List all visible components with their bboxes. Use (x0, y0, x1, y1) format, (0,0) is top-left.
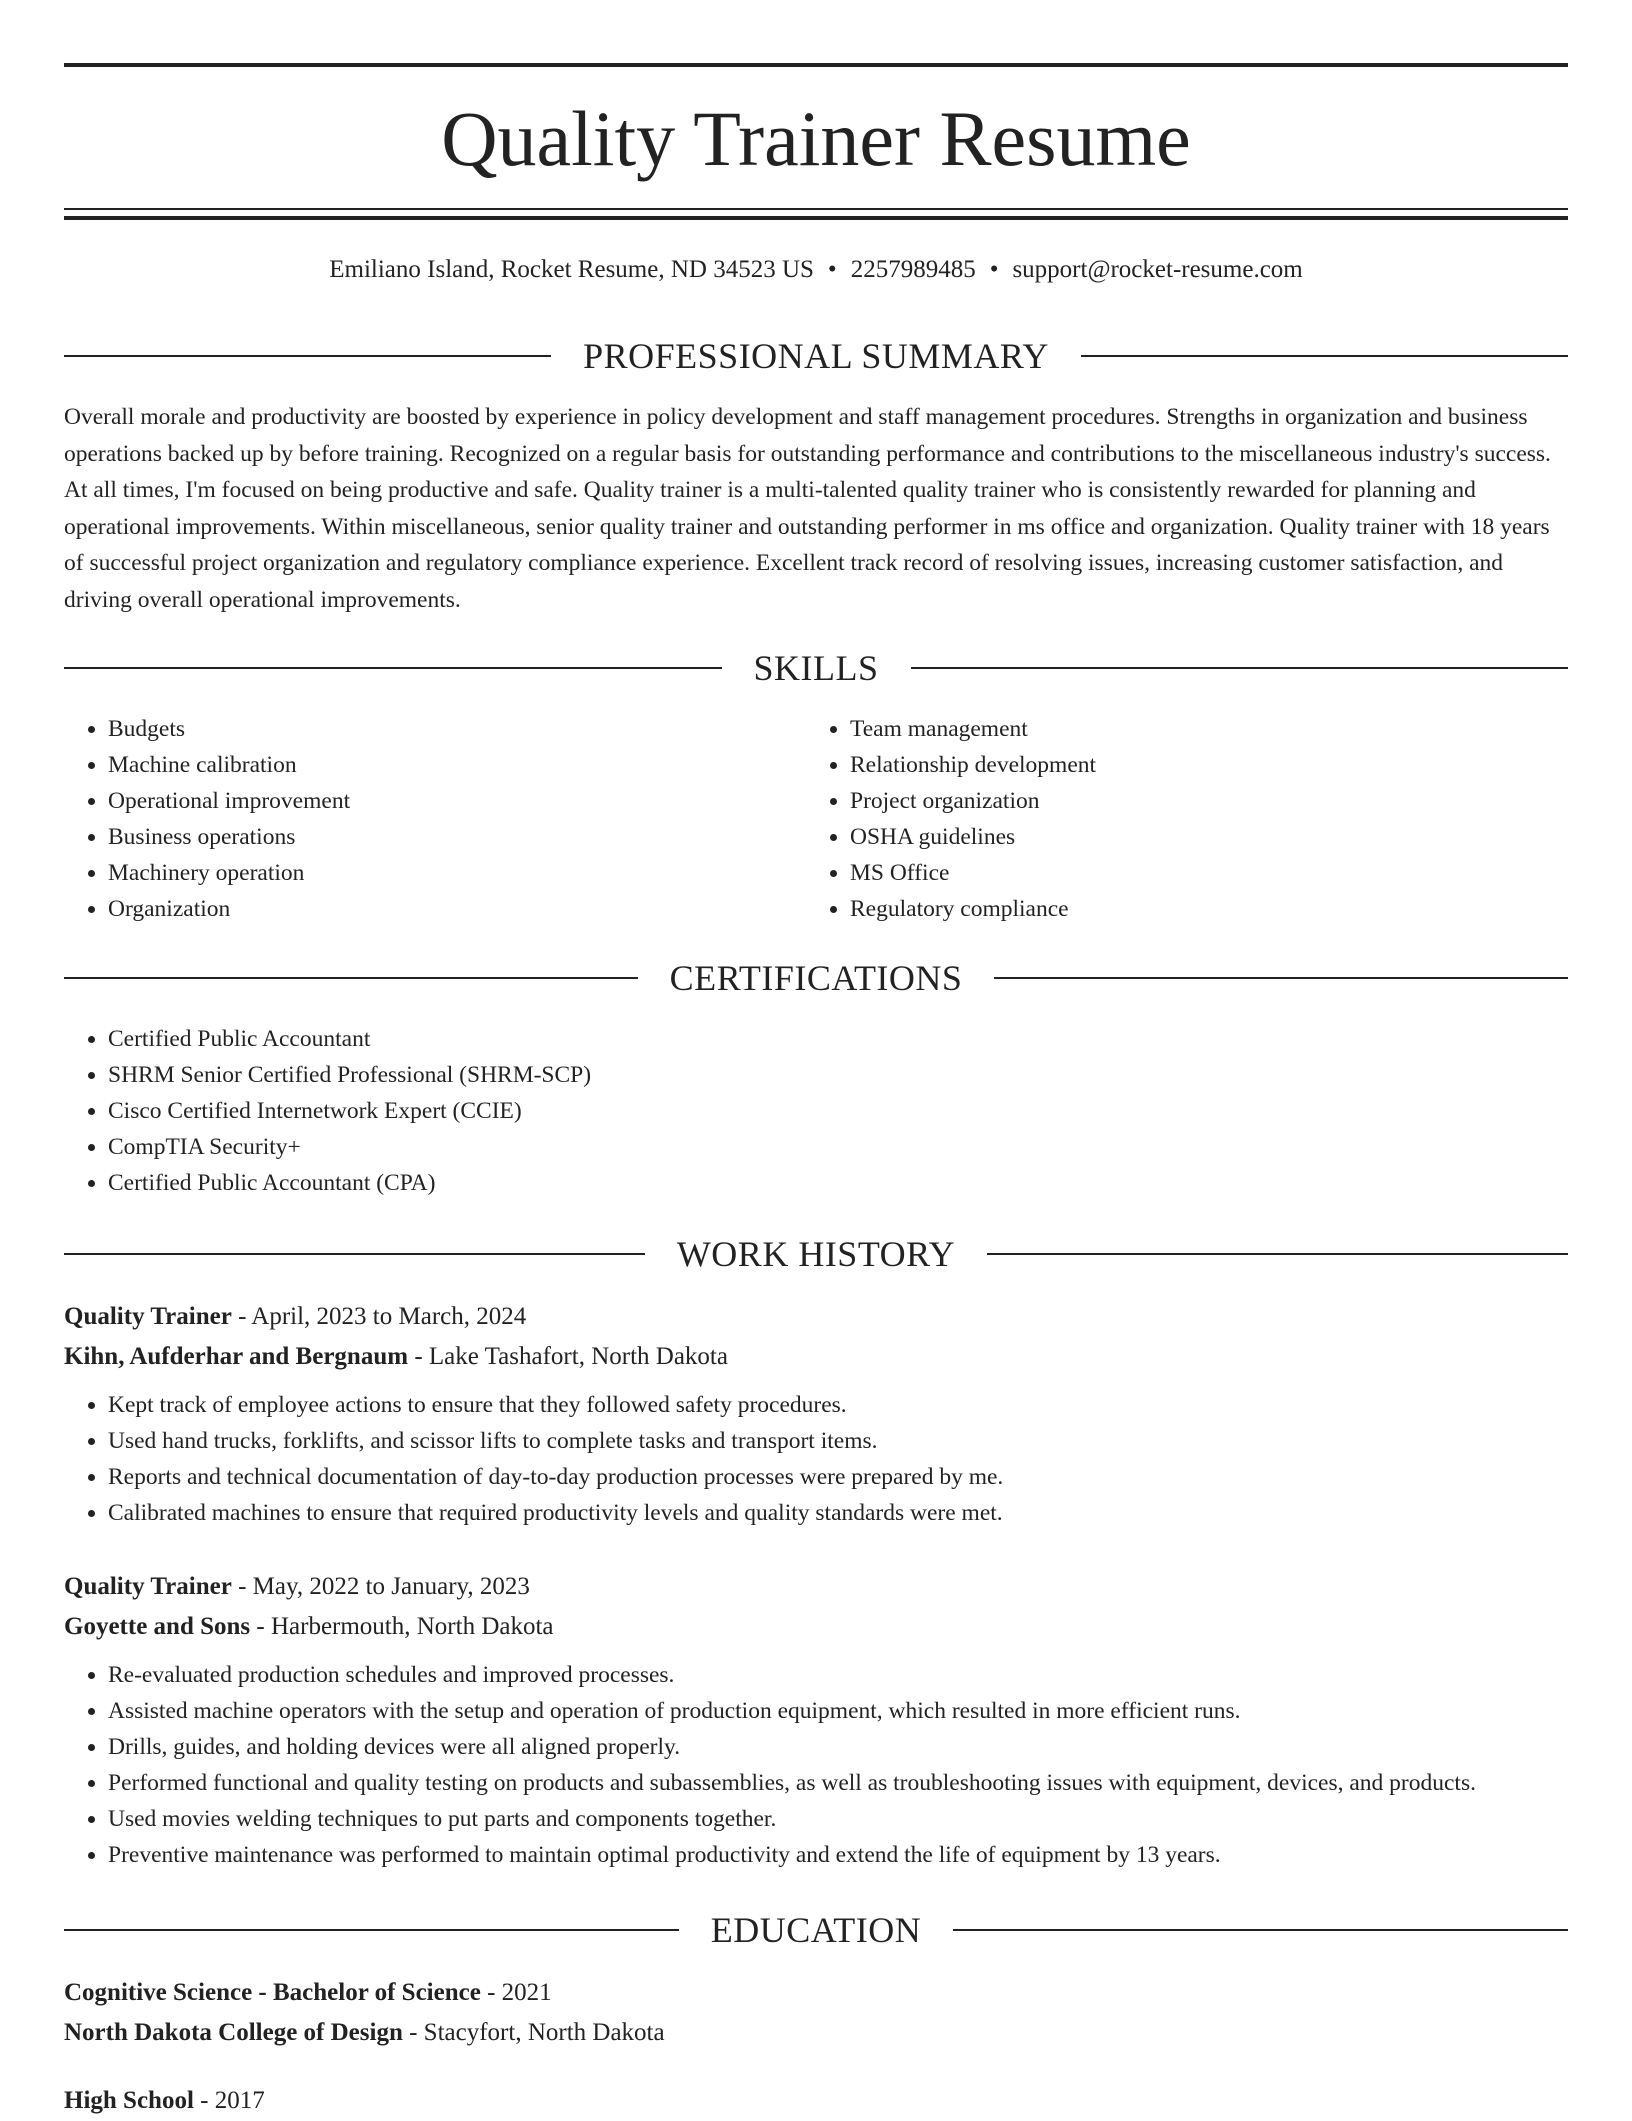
section-heading-summary (64, 332, 1568, 380)
job-dates: - April, 2023 to March, 2024 (231, 1303, 527, 1330)
job-location: - Lake Tashafort, North Dakota (408, 1343, 728, 1370)
education-entry (64, 2081, 1568, 2121)
education-degree: Cognitive Science - Bachelor of Science (64, 1979, 481, 2006)
education-degree: High School (64, 2087, 194, 2114)
job-entry (64, 1297, 1568, 1531)
job-company-line (64, 1607, 1568, 1647)
heading-rule (987, 1253, 1568, 1255)
section-title: SKILLS (753, 648, 879, 688)
job-title: Quality Trainer (64, 1303, 232, 1330)
job-title: Quality Trainer (64, 1573, 232, 1600)
skill-item: • Machinery operation (108, 855, 808, 891)
certification-item: • SHRM Senior Certified Professional (SHRM-SCP) (108, 1057, 1308, 1093)
education-school: North Dakota College of Design (64, 2019, 403, 2046)
contact-line (64, 252, 1568, 288)
job-dates: - May, 2022 to January, 2023 (231, 1573, 530, 1600)
job-company: Goyette and Sons (64, 1613, 251, 1640)
heading-rule (64, 1929, 679, 1931)
education-degree-line (64, 2081, 1568, 2121)
job-bullet: • Assisted machine operators with the setup and operation of production equipment, which resulted in more efficient runs. (108, 1693, 1568, 1729)
job-bullet: • Preventive maintenance was performed to maintain optimal productivity and extend the life of equipment by 13 years. (108, 1837, 1568, 1873)
skill-item: • Budgets (108, 711, 808, 747)
top-rule (64, 63, 1568, 67)
contact-email: support@rocket-resume.com (1012, 256, 1303, 283)
heading-rule (64, 977, 638, 979)
skill-item: • Operational improvement (108, 783, 808, 819)
title-rule-thin (64, 208, 1568, 210)
section-title: PROFESSIONAL SUMMARY (583, 336, 1049, 376)
heading-rule (64, 355, 551, 357)
skill-item: • Business operations (108, 819, 808, 855)
heading-rule (994, 977, 1568, 979)
job-title-line (64, 1297, 1568, 1337)
job-bullet: • Drills, guides, and holding devices were all aligned properly. (108, 1729, 1568, 1765)
section-heading-skills (64, 644, 1568, 692)
job-bullet: • Performed functional and quality testing on products and subassemblies, as well as troubleshooting issues with equipment, devices, and products. (108, 1765, 1568, 1801)
skill-item: • Organization (108, 891, 808, 927)
section-title: EDUCATION (710, 1910, 922, 1950)
section-title: WORK HISTORY (676, 1234, 956, 1274)
skill-item: • Machine calibration (108, 747, 808, 783)
skills-list-left (64, 711, 808, 927)
certifications-list (64, 1021, 1308, 1201)
job-bullets (64, 1387, 1568, 1531)
education-school-line (64, 2013, 1568, 2053)
heading-rule (911, 667, 1569, 669)
skill-item: • Relationship development (850, 747, 1550, 783)
section-heading-work (64, 1230, 1568, 1278)
contact-separator: • (989, 256, 999, 283)
section-heading-certifications (64, 954, 1568, 1002)
heading-rule (953, 1929, 1568, 1931)
skill-item: • OSHA guidelines (850, 819, 1550, 855)
job-bullet: • Calibrated machines to ensure that required productivity levels and quality standards were met. (108, 1495, 1568, 1531)
contact-separator: • (827, 256, 837, 283)
job-title-line (64, 1567, 1568, 1607)
heading-rule (1081, 355, 1568, 357)
skill-item: • Team management (850, 711, 1550, 747)
education-degree-line (64, 1973, 1568, 2013)
heading-rule (64, 667, 722, 669)
contact-address: Emiliano Island, Rocket Resume, ND 34523 US (329, 256, 814, 283)
education-year: - 2017 (193, 2087, 265, 2114)
education-location: - Stacyfort, North Dakota (402, 2019, 665, 2046)
job-bullets (64, 1657, 1568, 1873)
summary-text: Overall morale and productivity are boosted by experience in policy development and staff management procedures. Strengths in organization and business operations backed up by before training. Recognized on a regular basis for outstanding performance and contributions to the miscellaneous industry's success. At all times, I'm focused on being productive and safe. Quality trainer is a multi-talented quality trainer who is consistently rewarded for planning and operational improvements. Within miscellaneous, senior quality trainer and outstanding performer in ms office and organization. Quality trainer with 18 years of successful project organization and regulatory compliance experience. Excellent track record of resolving issues, increasing customer satisfaction, and driving overall operational improvements. (64, 404, 1551, 613)
heading-rule (64, 1253, 645, 1255)
contact-phone: 2257989485 (850, 256, 976, 283)
certification-item: • Certified Public Accountant (CPA) (108, 1165, 1308, 1201)
job-company: Kihn, Aufderhar and Bergnaum (64, 1343, 409, 1370)
certification-item: • Cisco Certified Internetwork Expert (CCIE) (108, 1093, 1308, 1129)
skill-item: • Regulatory compliance (850, 891, 1550, 927)
section-heading-education (64, 1906, 1568, 1954)
skill-item: • MS Office (850, 855, 1550, 891)
education-year: - 2021 (480, 1979, 552, 2006)
job-entry (64, 1567, 1568, 1873)
page-title: Quality Trainer Resume (441, 95, 1191, 182)
job-bullet: • Kept track of employee actions to ensure that they followed safety procedures. (108, 1387, 1568, 1423)
education-entry (64, 1973, 1568, 2053)
title-rule-thick (64, 216, 1568, 220)
job-bullet: • Used hand trucks, forklifts, and scissor lifts to complete tasks and transport items. (108, 1423, 1568, 1459)
skills-list-right (806, 711, 1550, 927)
job-location: - Harbermouth, North Dakota (250, 1613, 554, 1640)
job-bullet: • Used movies welding techniques to put parts and components together. (108, 1801, 1568, 1837)
job-company-line (64, 1337, 1568, 1377)
certification-item: • Certified Public Accountant (108, 1021, 1308, 1057)
job-bullet: • Re-evaluated production schedules and improved processes. (108, 1657, 1568, 1693)
certification-item: • CompTIA Security+ (108, 1129, 1308, 1165)
skill-item: • Project organization (850, 783, 1550, 819)
job-bullet: • Reports and technical documentation of day-to-day production processes were prepared by me. (108, 1459, 1568, 1495)
section-title: CERTIFICATIONS (669, 958, 963, 998)
